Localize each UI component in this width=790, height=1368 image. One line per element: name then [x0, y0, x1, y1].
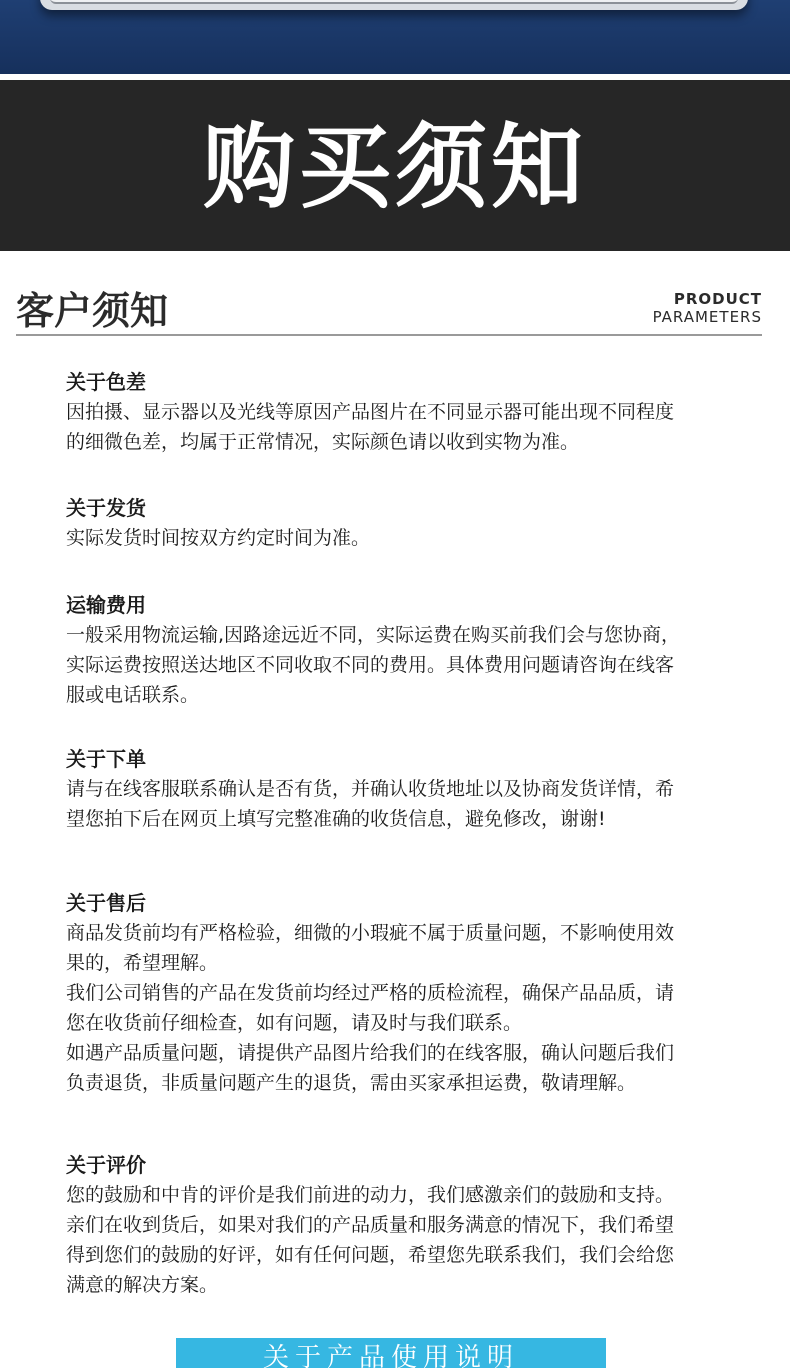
- block-line: 如遇产品质量问题，请提供产品图片给我们的在线客服，确认问题后我们: [66, 1042, 675, 1064]
- purchase-notice-banner: [0, 80, 790, 251]
- banner-title: 购买须知: [202, 113, 587, 221]
- block-line: 您的鼓励和中肯的评价是我们前进的动力，我们感激亲们的鼓励和支持。: [66, 1184, 675, 1206]
- product-image-bottom-band: [0, 0, 790, 74]
- block-title: 关于色差: [66, 370, 146, 394]
- notice-block-color-difference: [66, 367, 716, 457]
- block-line: 得到您们的鼓励的好评，如有任何问题，希望您先联系我们，我们会给您: [66, 1244, 675, 1266]
- block-line: 亲们在收到货后，如果对我们的产品质量和服务满意的情况下，我们希望: [66, 1214, 675, 1236]
- notice-block-shipping: [66, 493, 716, 553]
- block-title: 关于下单: [66, 747, 146, 771]
- section-en-line1: PRODUCT: [673, 290, 762, 308]
- next-section-banner: 关于产品使用说明: [176, 1338, 606, 1368]
- block-line: 一般采用物流运输,因路途远近不同，实际运费在购买前我们会与您协商，: [66, 624, 681, 646]
- section-english-label: [653, 290, 762, 326]
- block-line: 我们公司销售的产品在发货前均经过严格的质检流程，确保产品品质，请: [66, 982, 675, 1004]
- block-line: 请与在线客服联系确认是否有货，并确认收货地址以及协商发货详情，希: [66, 778, 675, 800]
- notice-block-freight: [66, 590, 716, 710]
- block-line: 因拍摄、显示器以及光线等原因产品图片在不同显示器可能出现不同程度: [66, 401, 675, 423]
- block-title: 运输费用: [66, 593, 146, 617]
- block-title: 关于评价: [66, 1153, 146, 1177]
- block-line: 实际运费按照送达地区不同收取不同的费用。具体费用问题请咨询在线客: [66, 654, 675, 676]
- block-line: 服或电话联系。: [66, 684, 200, 706]
- notice-block-after-sales: [66, 888, 716, 1098]
- section-title: 客户须知: [16, 289, 169, 333]
- block-line: 果的，希望理解。: [66, 952, 219, 974]
- device-frame-edge: [40, 0, 748, 10]
- block-line: 望您拍下后在网页上填写完整准确的收货信息，避免修改，谢谢!: [66, 808, 606, 830]
- section-en-line2: PARAMETERS: [652, 308, 762, 326]
- block-line: 您在收货前仔细检查，如有问题，请及时与我们联系。: [66, 1012, 523, 1034]
- block-title: 关于发货: [66, 496, 146, 520]
- block-title: 关于售后: [66, 891, 146, 915]
- section-header: [16, 278, 762, 336]
- block-line: 实际发货时间按双方约定时间为准。: [66, 527, 371, 549]
- block-line: 满意的解决方案。: [66, 1274, 219, 1296]
- block-line: 的细微色差，均属于正常情况，实际颜色请以收到实物为准。: [66, 431, 580, 453]
- block-line: 负责退货，非质量问题产生的退货，需由买家承担运费，敬请理解。: [66, 1072, 637, 1094]
- notice-block-reviews: [66, 1150, 716, 1300]
- block-line: 商品发货前均有严格检验，细微的小瑕疵不属于质量问题，不影响使用效: [66, 922, 675, 944]
- notice-block-ordering: [66, 744, 716, 834]
